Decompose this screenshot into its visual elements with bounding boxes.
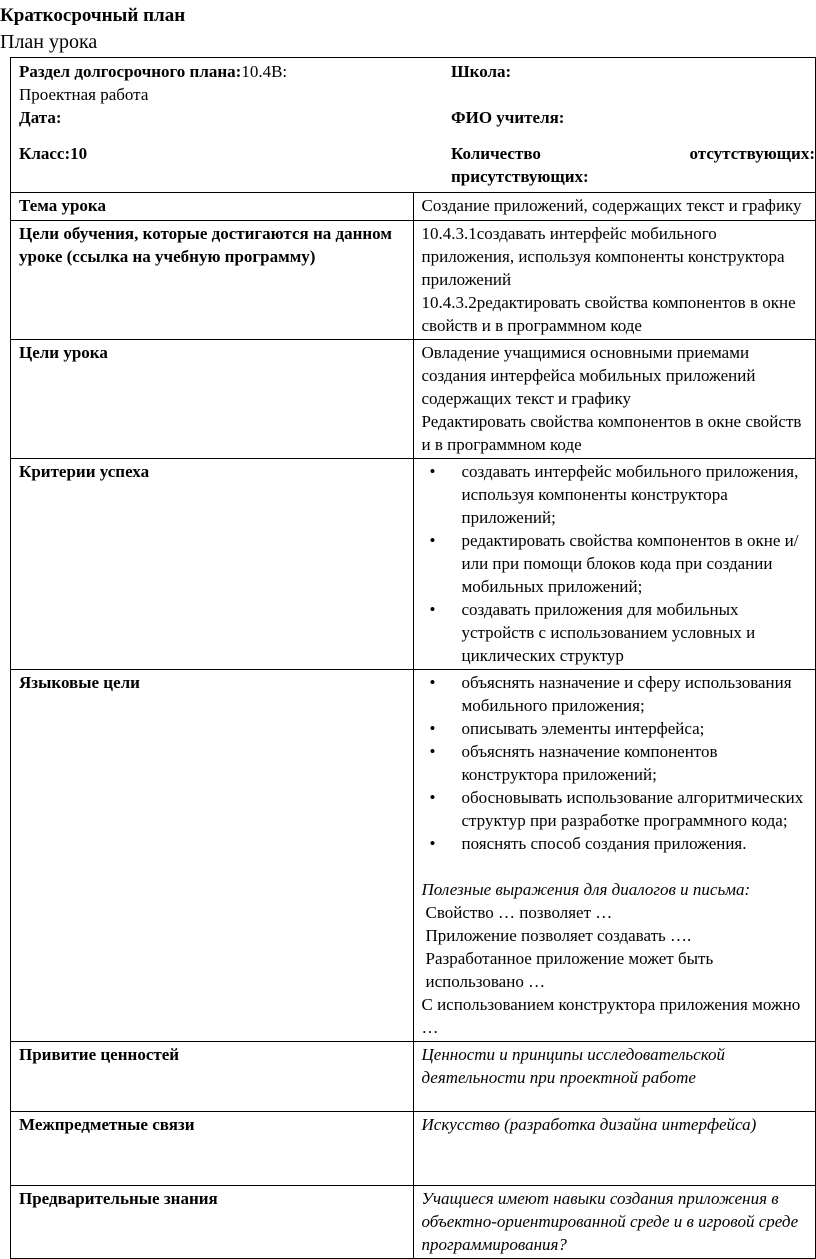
teacher-label: ФИО учителя: <box>451 108 565 127</box>
topic-row <box>11 193 816 221</box>
success-value <box>413 459 816 670</box>
list-item: • обосновывать использование алгоритмических структур при разработке программного кода; <box>452 786 808 832</box>
interdisciplinary-value: Искусство (разработка дизайна интерфейса) <box>413 1112 816 1186</box>
objectives-value <box>413 221 816 340</box>
success-label: Критерии успеха <box>11 459 414 670</box>
language-label: Языковые цели <box>11 670 414 1042</box>
language-row <box>11 670 816 1042</box>
lesson-goals-label: Цели урока <box>11 340 414 459</box>
count-label-word1: Количество <box>451 144 541 163</box>
list-item: • создавать приложения для мобильных устройств с использованием условных и циклических структур <box>452 598 808 667</box>
phrases-title: Полезные выражения для диалогов и письма: <box>421 880 751 899</box>
count-label-line2: присутствующих: <box>451 167 589 186</box>
lesson-goals-value <box>413 340 816 459</box>
section-value: 10.4В: <box>241 62 288 81</box>
phrase-line: Свойство … позволяет … <box>425 903 613 922</box>
prior-knowledge-row <box>11 1186 816 1259</box>
phrase-line: С использованием конструктора приложения можно … <box>421 995 801 1037</box>
header-cell <box>11 58 816 193</box>
goal-line: Овладение учащимися основными приемами создания интерфейса мобильных приложений содержащих текст и графику <box>421 343 756 408</box>
success-row <box>11 459 816 670</box>
school-cell <box>451 60 815 106</box>
school-label: Школа: <box>451 62 512 81</box>
section-value-line2: Проектная работа <box>19 85 149 104</box>
list-item: • объяснять назначение и сферу использования мобильного приложения; <box>452 671 808 717</box>
lesson-plan-table <box>10 57 816 1259</box>
objective-line: 10.4.3.2редактировать свойства компонентов в окне свойств и в программном коде <box>421 293 796 335</box>
lesson-goals-row <box>11 340 816 459</box>
values-value: Ценности и принципы исследовательской деятельности при проектной работе <box>413 1042 816 1112</box>
section-label: Раздел долгосрочного плана: <box>19 62 242 81</box>
document-title: Краткосрочный план <box>0 5 186 26</box>
list-item: • пояснять способ создания приложения. <box>452 832 808 855</box>
list-item: • описывать элементы интерфейса; <box>452 717 808 740</box>
objectives-row <box>11 221 816 340</box>
date-label: Дата: <box>19 108 62 127</box>
topic-label: Тема урока <box>11 193 414 221</box>
list-item: • редактировать свойства компонентов в окне и/или при помощи блоков кода при создании мобильных приложений; <box>452 529 808 598</box>
prior-knowledge-label: Предварительные знания <box>11 1186 414 1259</box>
objectives-label: Цели обучения, которые достигаются на данном уроке (ссылка на учебную программу) <box>11 221 414 340</box>
language-value <box>413 670 816 1042</box>
attendance-cell <box>451 142 815 188</box>
class-label: Класс:10 <box>19 144 88 163</box>
count-label-word2: отсутствующих: <box>689 144 815 163</box>
values-label: Привитие ценностей <box>11 1042 414 1112</box>
language-list <box>422 671 808 855</box>
section-cell <box>19 60 451 106</box>
topic-value: Создание приложений, содержащих текст и графику <box>413 193 816 221</box>
header-grid <box>19 60 815 188</box>
interdisciplinary-row <box>11 1112 816 1186</box>
interdisciplinary-label: Межпредметные связи <box>11 1112 414 1186</box>
list-item: • объяснять назначение компонентов конструктора приложений; <box>452 740 808 786</box>
list-item: • создавать интерфейс мобильного приложения, используя компоненты конструктора приложений; <box>452 460 808 529</box>
phrase-line: Приложение позволяет создавать …. <box>425 926 692 945</box>
objective-line: 10.4.3.1создавать интерфейс мобильного приложения, используя компоненты конструктора приложений <box>421 224 785 289</box>
values-row <box>11 1042 816 1112</box>
success-list <box>422 460 808 667</box>
document-subtitle: План урока <box>0 31 98 53</box>
goal-line: Редактировать свойства компонентов в окне свойств и в программном коде <box>421 412 802 454</box>
prior-knowledge-value: Учащиеся имеют навыки создания приложения в объектно-ориентированной среде и в игровой среде программирования? <box>413 1186 816 1259</box>
header-row <box>11 58 816 193</box>
phrase-line: Разработанное приложение может быть использовано … <box>425 949 714 991</box>
